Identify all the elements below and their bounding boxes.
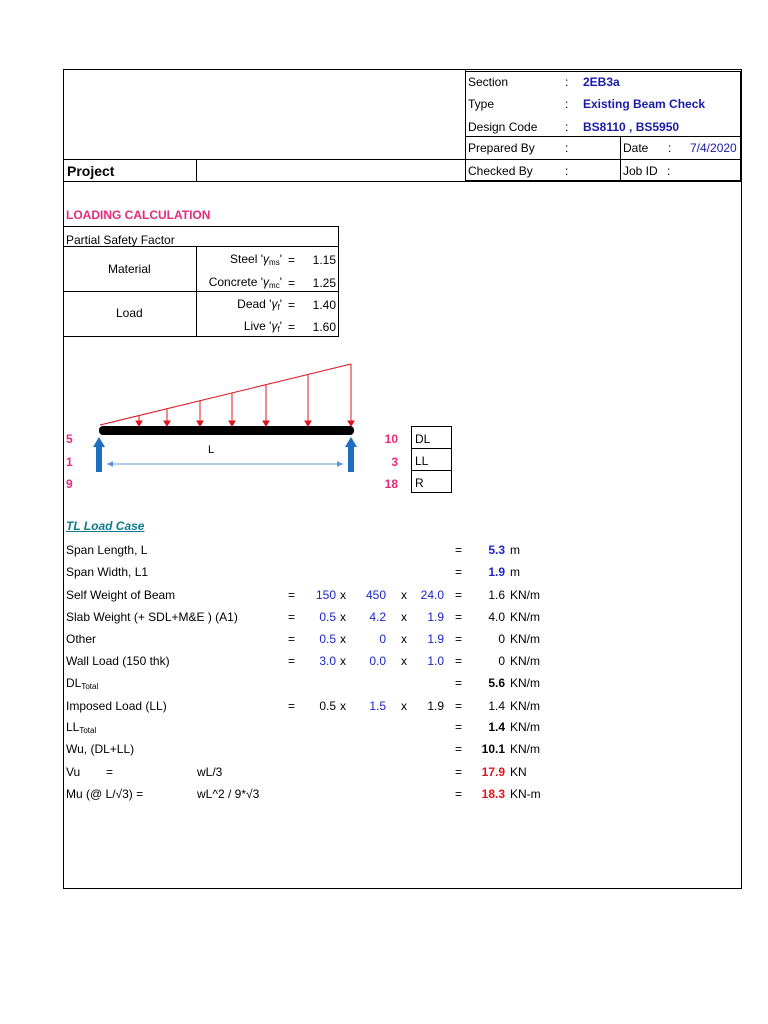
date-label: Date [623, 141, 649, 155]
row-result-eq: = [455, 699, 463, 713]
row-unit: KN/m [510, 588, 540, 602]
row-result: 1.6 [488, 588, 505, 602]
live-label: Live '$\gamma_f$' [243, 319, 282, 334]
row-value-b: 4.2 [369, 610, 386, 624]
row-unit: KN/m [510, 720, 540, 734]
row-result-eq: = [455, 742, 463, 756]
row-result-eq: = [455, 632, 463, 646]
row-value-c: 24.0 [420, 588, 444, 602]
type-label: Type [468, 97, 495, 111]
legend-dl: DL [415, 432, 431, 446]
row-result-eq: = [455, 588, 463, 602]
row-eq: = [288, 699, 296, 713]
left-support [93, 437, 105, 472]
row-label: $DL_{Total}$ [66, 676, 99, 691]
section-colon: : [565, 75, 569, 89]
header-left-box [63, 69, 466, 182]
load-label: Load [116, 306, 143, 320]
row-unit: KN/m [510, 610, 540, 624]
row-x: x [340, 610, 346, 624]
row-result: 1.4 [488, 699, 505, 713]
row-x: x [340, 654, 346, 668]
beam-load-diagram [60, 355, 360, 480]
row-eq: = [288, 654, 296, 668]
row-eq: = [288, 610, 296, 624]
row-unit: m [510, 565, 520, 579]
concrete-value: 1.25 [312, 276, 336, 290]
row-result-eq: = [455, 787, 463, 801]
row-unit: KN/m [510, 676, 540, 690]
row-eq: = [288, 632, 296, 646]
row-value-b: 450 [365, 588, 386, 602]
date-colon: : [668, 141, 672, 155]
row-label: Mu (@ L/√3) = [66, 787, 144, 801]
row-value-c: 1.0 [427, 654, 444, 668]
type-value: Existing Beam Check [583, 97, 706, 111]
date-value: 7/4/2020 [690, 141, 737, 155]
row-value-b: 0 [379, 632, 386, 646]
row-value-b: 0.0 [369, 654, 386, 668]
live-eq: = [288, 320, 296, 334]
row-value-a: 3.0 [319, 654, 336, 668]
row-x: x [401, 654, 407, 668]
row-label: Span Length, L [66, 543, 148, 557]
row-unit: m [510, 543, 520, 557]
row-result-eq: = [455, 610, 463, 624]
row-result: 0 [498, 632, 505, 646]
dead-value: 1.40 [312, 298, 336, 312]
row-value-a: 0.5 [319, 699, 336, 713]
left-dl-value: 5 [66, 432, 73, 446]
row-result: 1.4 [488, 720, 505, 734]
row-x: x [401, 588, 407, 602]
load-arrows [136, 365, 354, 426]
prepared-by-colon: : [565, 141, 569, 155]
row-result-eq: = [455, 676, 463, 690]
row-result-eq: = [455, 765, 463, 779]
row-value-c: 1.9 [427, 632, 444, 646]
right-ll-value: 3 [391, 455, 398, 469]
row-result: 5.6 [488, 676, 505, 690]
row-label: Wu, (DL+LL) [66, 742, 135, 756]
row-result: 5.3 [488, 543, 505, 557]
design-code-label: Design Code [468, 120, 538, 134]
beam-member [99, 426, 354, 435]
row-x: x [401, 632, 407, 646]
row-result-eq: = [455, 565, 463, 579]
legend-r: R [415, 476, 424, 490]
row-label: Span Width, L1 [66, 565, 149, 579]
row-unit: KN/m [510, 654, 540, 668]
span-label: L [208, 444, 215, 456]
row-value-a: 0.5 [319, 632, 336, 646]
row-result-eq: = [455, 720, 463, 734]
row-x: x [401, 699, 407, 713]
row-formula-eq: = [106, 765, 114, 779]
row-result: 10.1 [481, 742, 505, 756]
row-result-eq: = [455, 543, 463, 557]
checked-by-colon: : [565, 164, 569, 178]
load-outline-slope [100, 364, 351, 425]
row-formula: wL/3 [197, 765, 223, 779]
right-r-value: 18 [384, 477, 398, 491]
dead-eq: = [288, 298, 296, 312]
section-value: 2EB3a [583, 75, 620, 89]
left-r-value: 9 [66, 477, 73, 491]
row-label: $LL_{Total}$ [66, 720, 97, 735]
row-unit: KN-m [510, 787, 541, 801]
project-label: Project [67, 163, 115, 179]
concrete-label: Concrete '$\gamma_{mc}$' [208, 275, 282, 290]
row-label: Other [66, 632, 97, 646]
steel-value: 1.15 [312, 253, 336, 267]
material-label: Material [108, 262, 151, 276]
row-unit: KN/m [510, 632, 540, 646]
row-value-c: 1.9 [427, 610, 444, 624]
steel-eq: = [288, 253, 296, 267]
psf-title: Partial Safety Factor [66, 233, 175, 247]
row-unit: KN/m [510, 742, 540, 756]
row-x: x [340, 699, 346, 713]
left-ll-value: 1 [66, 455, 73, 469]
row-unit: KN [510, 765, 527, 779]
row-unit: KN/m [510, 699, 540, 713]
design-code-value: BS8110 , BS5950 [583, 120, 680, 134]
row-x: x [340, 632, 346, 646]
prepared-by-label: Prepared By [468, 141, 535, 155]
row-label: Vu [66, 765, 81, 779]
row-label: Wall Load (150 thk) [66, 654, 170, 668]
row-label: Slab Weight (+ SDL+M&E ) (A1) [66, 610, 238, 624]
row-result: 17.9 [481, 765, 505, 779]
row-value-c: 1.9 [427, 699, 444, 713]
right-dl-value: 10 [384, 432, 398, 446]
row-result: 4.0 [488, 610, 505, 624]
concrete-eq: = [288, 276, 296, 290]
job-id-colon: : [667, 164, 671, 178]
row-x: x [340, 588, 346, 602]
checked-by-label: Checked By [468, 164, 533, 178]
loading-calculation-title: LOADING CALCULATION [66, 208, 211, 222]
section-label: Section [468, 75, 509, 89]
row-label: Self Weight of Beam [66, 588, 176, 602]
type-colon: : [565, 97, 569, 111]
row-result: 0 [498, 654, 505, 668]
live-value: 1.60 [312, 320, 336, 334]
dead-label: Dead '$\gamma_f$' [237, 297, 282, 312]
load-case-title: TL Load Case [66, 519, 145, 533]
row-value-b: 1.5 [369, 699, 386, 713]
steel-label: Steel '$\gamma_{ms}$' [230, 252, 282, 267]
job-id-label: Job ID [623, 164, 658, 178]
row-x: x [401, 610, 407, 624]
legend-ll: LL [415, 454, 429, 468]
right-support [345, 437, 357, 472]
row-label: Imposed Load (LL) [66, 699, 167, 713]
row-result: 18.3 [481, 787, 505, 801]
row-value-a: 150 [315, 588, 336, 602]
row-eq: = [288, 588, 296, 602]
design-code-colon: : [565, 120, 569, 134]
row-value-a: 0.5 [319, 610, 336, 624]
row-formula: wL^2 / 9*√3 [197, 787, 260, 801]
row-result-eq: = [455, 654, 463, 668]
row-result: 1.9 [488, 565, 505, 579]
